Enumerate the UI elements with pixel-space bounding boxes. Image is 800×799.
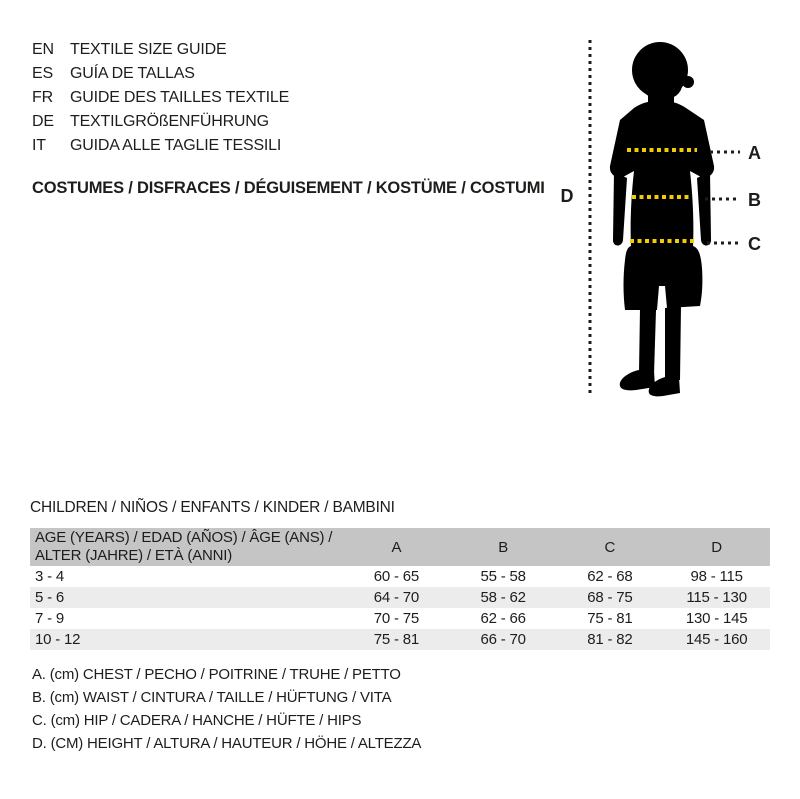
table-section-title: CHILDREN / NIÑOS / ENFANTS / KINDER / BAMBINI [30,499,395,516]
table-row [30,587,770,608]
waist-cell: 55 - 58 [480,568,526,585]
language-title: GUIDE DES TAILLES TEXTILE [70,89,290,106]
age-cell: 3 - 4 [35,568,65,585]
measurement-legend [32,663,421,755]
child-silhouette-icon [610,42,714,396]
language-row-de [32,110,289,134]
language-code: ES [32,65,53,82]
height-cell: 145 - 160 [685,631,748,648]
measure-label-a: A [748,143,761,163]
size-table [30,528,770,650]
language-title-list [32,38,289,158]
height-cell: 115 - 130 [686,589,747,606]
waist-cell: 66 - 70 [480,631,526,648]
age-cell: 10 - 12 [35,631,81,648]
legend-item-chest: A. (cm) CHEST / PECHO / POITRINE / TRUHE / PETTO [32,666,401,683]
language-code: DE [32,113,54,130]
age-header-line2: ALTER (JAHRE) / ETÀ (ANNI) [35,547,233,564]
table-row [30,566,770,587]
category-title: COSTUMES / DISFRACES / DÉGUISEMENT / KOSTÜME / COSTUMI [32,179,545,197]
table-row [30,629,770,650]
language-code: FR [32,89,53,106]
column-header-d: D [711,538,722,556]
language-title: TEXTILE SIZE GUIDE [70,41,227,58]
waist-cell: 62 - 66 [480,610,526,627]
language-title: GUIDA ALLE TAGLIE TESSILI [70,137,282,154]
measure-label-b: B [748,190,761,210]
language-title: GUÍA DE TALLAS [70,65,195,82]
table-row [30,608,770,629]
hip-cell: 81 - 82 [587,631,633,648]
language-title: TEXTILGRÖßENFÜHRUNG [70,113,269,130]
language-row-fr [32,86,289,110]
height-cell: 130 - 145 [685,610,748,627]
age-header-line1: AGE (YEARS) / EDAD (AÑOS) / ÂGE (ANS) / [35,529,333,546]
language-row-es [32,62,289,86]
measure-label-c: C [748,234,761,254]
age-cell: 5 - 6 [35,589,65,606]
chest-cell: 60 - 65 [373,568,420,585]
language-code: IT [32,137,46,154]
age-cell: 7 - 9 [35,610,65,627]
legend-item-height: D. (CM) HEIGHT / ALTURA / HAUTEUR / HÖHE / ALTEZZA [32,735,422,752]
legend-item-waist: B. (cm) WAIST / CINTURA / TAILLE / HÜFTUNG / VITA [32,689,392,706]
language-code: EN [32,41,54,58]
hip-cell: 68 - 75 [587,589,633,606]
column-header-a: A [391,538,402,556]
chest-cell: 70 - 75 [373,610,420,627]
hip-cell: 75 - 81 [587,610,633,627]
measure-label-d: D [560,186,574,206]
waist-cell: 58 - 62 [480,589,526,606]
legend-item-hip: C. (cm) HIP / CADERA / HANCHE / HÜFTE / HIPS [32,712,362,729]
column-header-c: C [604,538,616,556]
language-row-it [32,134,289,158]
chest-cell: 75 - 81 [373,631,420,648]
height-cell: 98 - 115 [690,568,743,585]
chest-cell: 64 - 70 [373,589,420,606]
hip-cell: 62 - 68 [587,568,633,585]
size-table-header-row [30,528,770,566]
language-row-en [32,38,289,62]
measurement-figure [550,28,790,403]
column-header-b: B [498,538,509,556]
age-column-header [30,528,343,566]
